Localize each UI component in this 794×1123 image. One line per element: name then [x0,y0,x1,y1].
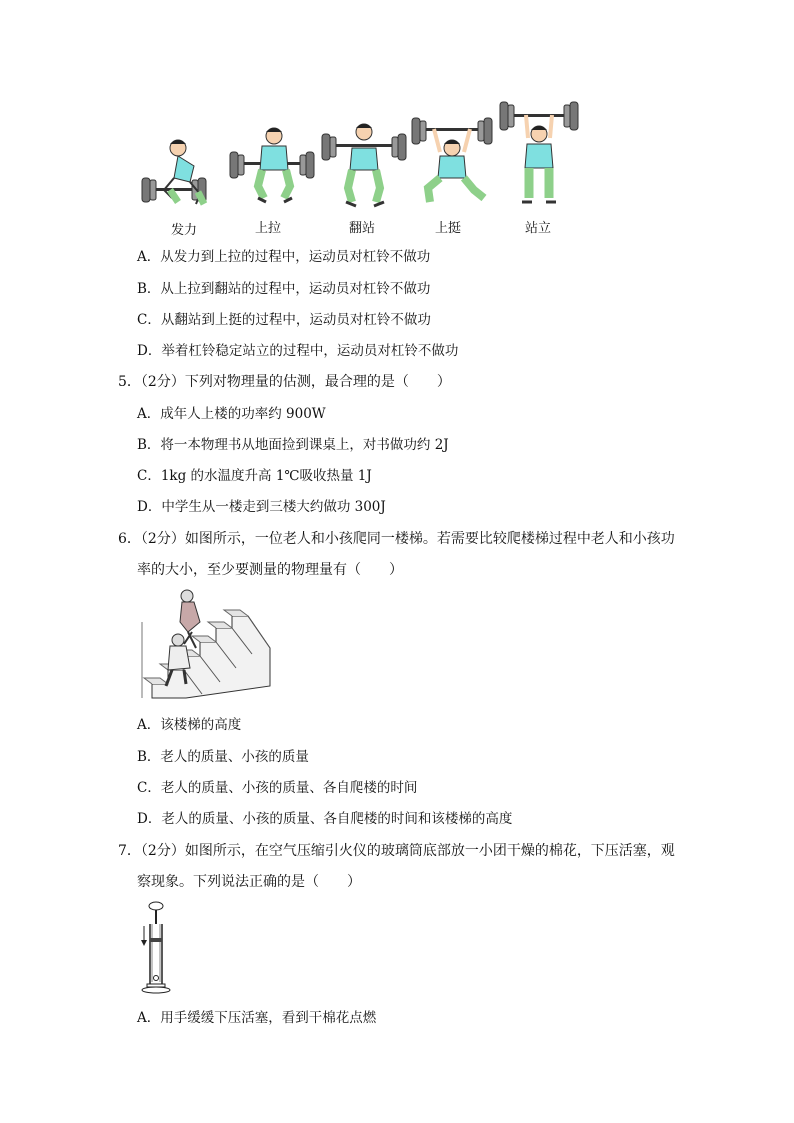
q6-option-a[interactable]: A．该楼梯的高度 [137,717,242,733]
stage-label-4: 上挺 [434,221,461,236]
stage-label-3: 翻站 [348,221,375,236]
lifter-stage-1 [142,140,206,204]
q4-option-b[interactable]: B．从上拉到翻站的过程中，运动员对杠铃不做功 [137,281,431,297]
q5-option-c[interactable]: C．1kg 的水温度升高 1℃吸收热量 1J [137,468,372,484]
igniter-illustration [138,900,174,994]
stage-label-1: 发力 [170,223,197,238]
q6-option-c[interactable]: C．老人的质量、小孩的质量、各自爬楼的时间 [137,780,418,796]
lifter-stage-3 [322,124,406,206]
q7-option-a[interactable]: A．用手缓缓下压活塞，看到干棉花点燃 [137,1010,377,1026]
q7-stem-line1: 7．（2分）如图所示，在空气压缩引火仪的玻璃筒底部放一小团干燥的棉花，下压活塞，观 [118,843,675,859]
lifter-stage-5 [500,102,578,202]
q4-option-c[interactable]: C．从翻站到上挺的过程中，运动员对杠铃不做功 [137,312,431,328]
q6-stem-line2: 率的大小，至少要测量的物理量有（ ） [137,562,403,578]
stage-label-5: 站立 [524,221,551,236]
q6-option-d[interactable]: D．老人的质量、小孩的质量、各自爬楼的时间和该楼梯的高度 [137,811,513,827]
q5-option-b[interactable]: B．将一本物理书从地面捡到课桌上，对书做功约 2J [137,437,449,453]
q6-option-b[interactable]: B．老人的质量、小孩的质量 [137,749,309,765]
q4-option-d[interactable]: D．举着杠铃稳定站立的过程中，运动员对杠铃不做功 [137,343,459,359]
stairs-illustration [140,588,272,700]
q5-option-a[interactable]: A．成年人上楼的功率约 900W [137,406,326,422]
air-compression-igniter-figure [138,900,174,994]
stairs-figure [140,588,272,700]
weightlifting-illustration [138,98,588,216]
q6-stem-line1: 6．（2分）如图所示，一位老人和小孩爬同一楼梯。若需要比较爬楼梯过程中老人和小孩功 [118,531,675,547]
stage-label-2: 上拉 [254,221,281,236]
weightlifting-figure [138,98,588,216]
q5-option-d[interactable]: D．中学生从一楼走到三楼大约做功 300J [137,499,386,515]
q7-stem-line2: 察现象。下列说法正确的是（ ） [137,874,361,890]
q4-option-a[interactable]: A．从发力到上拉的过程中，运动员对杠铃不做功 [137,249,431,265]
q5-stem: 5．（2分）下列对物理量的估测，最合理的是（ ） [118,374,451,390]
lifter-stage-4 [412,118,492,202]
lifter-stage-2 [230,128,314,202]
